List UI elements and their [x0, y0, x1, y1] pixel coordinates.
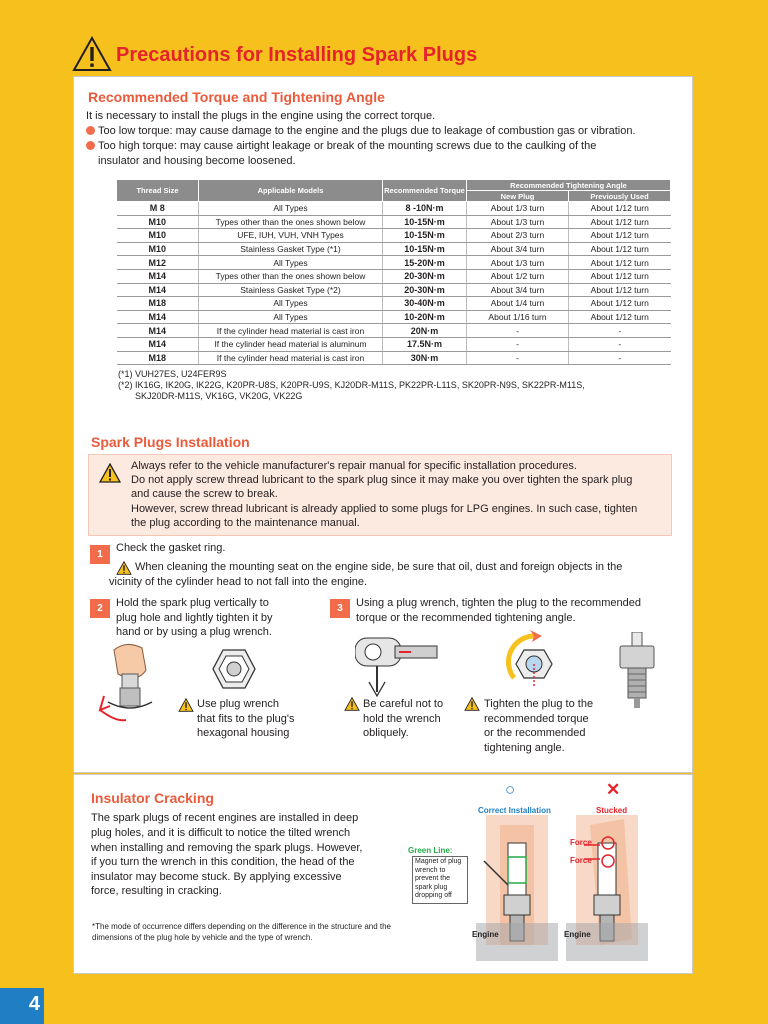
force-label-1: Force	[570, 838, 592, 847]
caption-torque-1: Tighten the plug to the	[484, 698, 594, 710]
header-thread-size: Thread Size	[117, 180, 199, 202]
new-plug-cell: -	[467, 337, 569, 351]
torque-table	[116, 179, 671, 365]
insulator-cracking-diagram	[466, 815, 650, 965]
used-plug-cell: About 1/12 turn	[569, 215, 671, 229]
model-cell: All Types	[199, 256, 383, 270]
torque-bullet-high	[86, 139, 596, 154]
note-1: (*1) VUH27ES, U24FER9S	[118, 369, 227, 379]
correct-symbol: ○	[505, 780, 516, 799]
torque-cell: 20N·m	[383, 324, 467, 338]
header-models: Applicable Models	[199, 180, 383, 202]
torque-bullet-high-cont: insulator and housing become loosened.	[98, 155, 296, 167]
used-plug-cell: About 1/12 turn	[569, 310, 671, 324]
step-1-warning-2: vicinity of the cylinder head to not fall into the engine.	[109, 576, 368, 588]
step-2-line-1: Hold the spark plug vertically to	[116, 597, 269, 609]
engine-label-2: Engine	[564, 930, 591, 939]
step-3-line-1: Using a plug wrench, tighten the plug to the recommended	[356, 597, 641, 609]
thread-size-cell: M10	[117, 229, 199, 243]
thread-size-cell: M12	[117, 256, 199, 270]
caption-oblique-3: obliquely.	[363, 727, 409, 739]
model-cell: Types other than the ones shown below	[199, 215, 383, 229]
caption-oblique-1: Be careful not to	[363, 698, 444, 710]
step-1-text: Check the gasket ring.	[116, 542, 226, 554]
torque-cell: 20-30N·m	[383, 283, 467, 297]
page-title: Precautions for Installing Spark Plugs	[116, 44, 478, 66]
used-plug-cell: -	[569, 324, 671, 338]
install-warning-5: the plug according to the maintenance manual.	[131, 517, 360, 529]
thread-size-cell: M18	[117, 351, 199, 365]
table-row	[117, 256, 671, 270]
table-row	[117, 351, 671, 365]
thread-size-cell: M10	[117, 242, 199, 256]
new-plug-cell: About 1/16 turn	[467, 310, 569, 324]
torque-cell: 10-15N·m	[383, 229, 467, 243]
thread-size-cell: M14	[117, 324, 199, 338]
table-row	[117, 324, 671, 338]
warning-icon	[116, 561, 132, 575]
install-warning-2: Do not apply screw thread lubricant to the spark plug since it may make you over tighten the spark plug	[131, 474, 633, 486]
model-cell: All Types	[199, 310, 383, 324]
model-cell: If the cylinder head material is cast iron	[199, 324, 383, 338]
crack-body-2: plug holes, and it is difficult to notice the tilted wrench	[91, 827, 351, 839]
warning-icon	[344, 697, 360, 711]
crack-footnote: *The mode of occurrence differs depending on the difference in the structure and the dimensions of the plug hole by vehicle and the type of wrench.	[92, 922, 392, 942]
thread-size-cell: M14	[117, 310, 199, 324]
caption-torque-4: tightening angle.	[484, 742, 565, 754]
engine-label-1: Engine	[472, 930, 499, 939]
install-warning-3: and cause the screw to break.	[131, 488, 278, 500]
step-1-number: 1	[90, 545, 110, 564]
new-plug-cell: About 1/3 turn	[467, 215, 569, 229]
bullet-icon	[86, 141, 95, 150]
correct-label: Correct Installation	[478, 806, 551, 815]
table-row	[117, 229, 671, 243]
crack-body-5: insulator may become stuck. By applying excessive	[91, 871, 342, 883]
spark-plug-illustration	[614, 632, 660, 724]
crack-section-title: Insulator Cracking	[91, 790, 214, 806]
page-number: 4	[0, 988, 44, 1024]
model-cell: If the cylinder head material is cast iron	[199, 351, 383, 365]
caption-hex-1: Use plug wrench	[197, 698, 279, 710]
used-plug-cell: -	[569, 351, 671, 365]
torque-cell: 15-20N·m	[383, 256, 467, 270]
force-label-2: Force	[570, 856, 592, 865]
header-previously-used: Previously Used	[569, 191, 671, 202]
step-1-warning-1: When cleaning the mounting seat on the engine side, be sure that oil, dust and foreign objects in the	[135, 561, 623, 573]
install-warning-1: Always refer to the vehicle manufacturer's repair manual for specific installation procedures.	[131, 460, 577, 472]
crack-body-3: when installing and removing the spark plugs. However,	[91, 842, 363, 854]
torque-cell: 10-20N·m	[383, 310, 467, 324]
thread-size-cell: M14	[117, 337, 199, 351]
new-plug-cell: About 1/3 turn	[467, 202, 569, 216]
torque-bullet-low	[86, 124, 636, 139]
thread-size-cell: M14	[117, 269, 199, 283]
used-plug-cell: About 1/12 turn	[569, 256, 671, 270]
new-plug-cell: About 1/4 turn	[467, 297, 569, 311]
magnet-line-1: Magnet of plug	[415, 858, 462, 865]
table-row	[117, 242, 671, 256]
step-3-line-2: torque or the recommended tightening angle.	[356, 612, 576, 624]
header-angle: Recommended Tightening Angle	[467, 180, 671, 191]
new-plug-cell: About 1/2 turn	[467, 269, 569, 283]
model-cell: All Types	[199, 297, 383, 311]
warning-icon	[99, 463, 121, 483]
header-new-plug: New Plug	[467, 191, 569, 202]
table-row	[117, 283, 671, 297]
note-2: (*2) IK16G, IK20G, IK22G, K20PR-U8S, K20PR-U9S, KJ20DR-M11S, PK22PR-L11S, SK20PR-N9S, SK22PR-M11S,	[118, 380, 585, 390]
model-cell: If the cylinder head material is aluminum	[199, 337, 383, 351]
crack-body-4: if you turn the wrench in this condition, the head of the	[91, 856, 355, 868]
magnet-line-5: dropping off	[415, 892, 452, 899]
used-plug-cell: -	[569, 337, 671, 351]
warning-icon	[72, 36, 112, 72]
warning-icon	[178, 698, 194, 712]
step-3-number: 3	[330, 599, 350, 618]
page-header	[72, 36, 692, 74]
install-warning-box	[88, 454, 672, 536]
new-plug-cell: About 1/3 turn	[467, 256, 569, 270]
torque-cell: 8 -10N·m	[383, 202, 467, 216]
model-cell: All Types	[199, 202, 383, 216]
torque-intro: It is necessary to install the plugs in the engine using the correct torque.	[86, 110, 436, 122]
magnet-line-2: wrench to	[415, 866, 446, 874]
stuck-label: Stucked	[596, 806, 628, 815]
crack-body-6: force, resulting in cracking.	[91, 885, 222, 897]
used-plug-cell: About 1/12 turn	[569, 283, 671, 297]
hexagon-wrench-illustration	[212, 648, 256, 690]
install-warning-4: However, screw thread lubricant is already applied to some plugs for LPG engines. In such case, tighten	[131, 503, 638, 515]
note-3: SKJ20DR-M11S, VK16G, VK20G, VK22G	[135, 391, 303, 401]
step-2-line-2: plug hole and lightly tighten it by	[116, 612, 273, 624]
torque-cell: 17.5N·m	[383, 337, 467, 351]
used-plug-cell: About 1/12 turn	[569, 202, 671, 216]
bullet-text: Too high torque: may cause airtight leakage or break of the mounting screws due to the caulking of the	[98, 140, 597, 152]
tightening-angle-illustration	[504, 630, 564, 692]
torque-section-title: Recommended Torque and Tightening Angle	[88, 89, 385, 105]
table-row	[117, 215, 671, 229]
used-plug-cell: About 1/12 turn	[569, 242, 671, 256]
caption-hex-2: that fits to the plug's	[197, 713, 295, 725]
torque-cell: 30-40N·m	[383, 297, 467, 311]
bullet-icon	[86, 126, 95, 135]
table-row	[117, 337, 671, 351]
warning-icon	[464, 697, 480, 711]
used-plug-cell: About 1/12 turn	[569, 229, 671, 243]
caption-torque-3: or the recommended	[484, 727, 586, 739]
thread-size-cell: M 8	[117, 202, 199, 216]
caption-torque-2: recommended torque	[484, 713, 589, 725]
new-plug-cell: About 3/4 turn	[467, 242, 569, 256]
torque-cell: 20-30N·m	[383, 269, 467, 283]
torque-cell: 30N·m	[383, 351, 467, 365]
install-section-title: Spark Plugs Installation	[91, 434, 250, 450]
new-plug-cell: -	[467, 324, 569, 338]
step-2-line-3: hand or by using a plug wrench.	[116, 626, 272, 638]
used-plug-cell: About 1/12 turn	[569, 269, 671, 283]
green-line-label: Green Line:	[408, 846, 453, 855]
magnet-line-4: spark plug	[415, 883, 448, 891]
new-plug-cell: -	[467, 351, 569, 365]
bullet-text: Too low torque: may cause damage to the engine and the plugs due to leakage of combustion gas or vibration.	[98, 125, 636, 137]
wrench-handle-illustration	[355, 632, 439, 698]
table-notes	[118, 369, 585, 402]
torque-cell: 10-15N·m	[383, 215, 467, 229]
table-row	[117, 310, 671, 324]
table-row	[117, 269, 671, 283]
torque-cell: 10-15N·m	[383, 242, 467, 256]
step-2-number: 2	[90, 599, 110, 618]
magnet-line-3: prevent the	[415, 875, 451, 882]
table-row	[117, 202, 671, 216]
used-plug-cell: About 1/12 turn	[569, 297, 671, 311]
stuck-symbol: ✕	[606, 780, 621, 799]
model-cell: UFE, IUH, VUH, VNH Types	[199, 229, 383, 243]
thread-size-cell: M18	[117, 297, 199, 311]
header-torque: Recommended Torque	[383, 180, 467, 202]
crack-body-1: The spark plugs of recent engines are installed in deep	[91, 812, 359, 824]
caption-oblique-2: hold the wrench	[363, 713, 441, 725]
table-row	[117, 297, 671, 311]
new-plug-cell: About 2/3 turn	[467, 229, 569, 243]
model-cell: Types other than the ones shown below	[199, 269, 383, 283]
thread-size-cell: M10	[117, 215, 199, 229]
model-cell: Stainless Gasket Type (*2)	[199, 283, 383, 297]
magnet-note-box	[412, 856, 468, 904]
thread-size-cell: M14	[117, 283, 199, 297]
new-plug-cell: About 3/4 turn	[467, 283, 569, 297]
torque-table-body	[117, 202, 671, 365]
caption-hex-3: hexagonal housing	[197, 727, 290, 739]
hand-tightening-illustration	[96, 640, 164, 732]
model-cell: Stainless Gasket Type (*1)	[199, 242, 383, 256]
